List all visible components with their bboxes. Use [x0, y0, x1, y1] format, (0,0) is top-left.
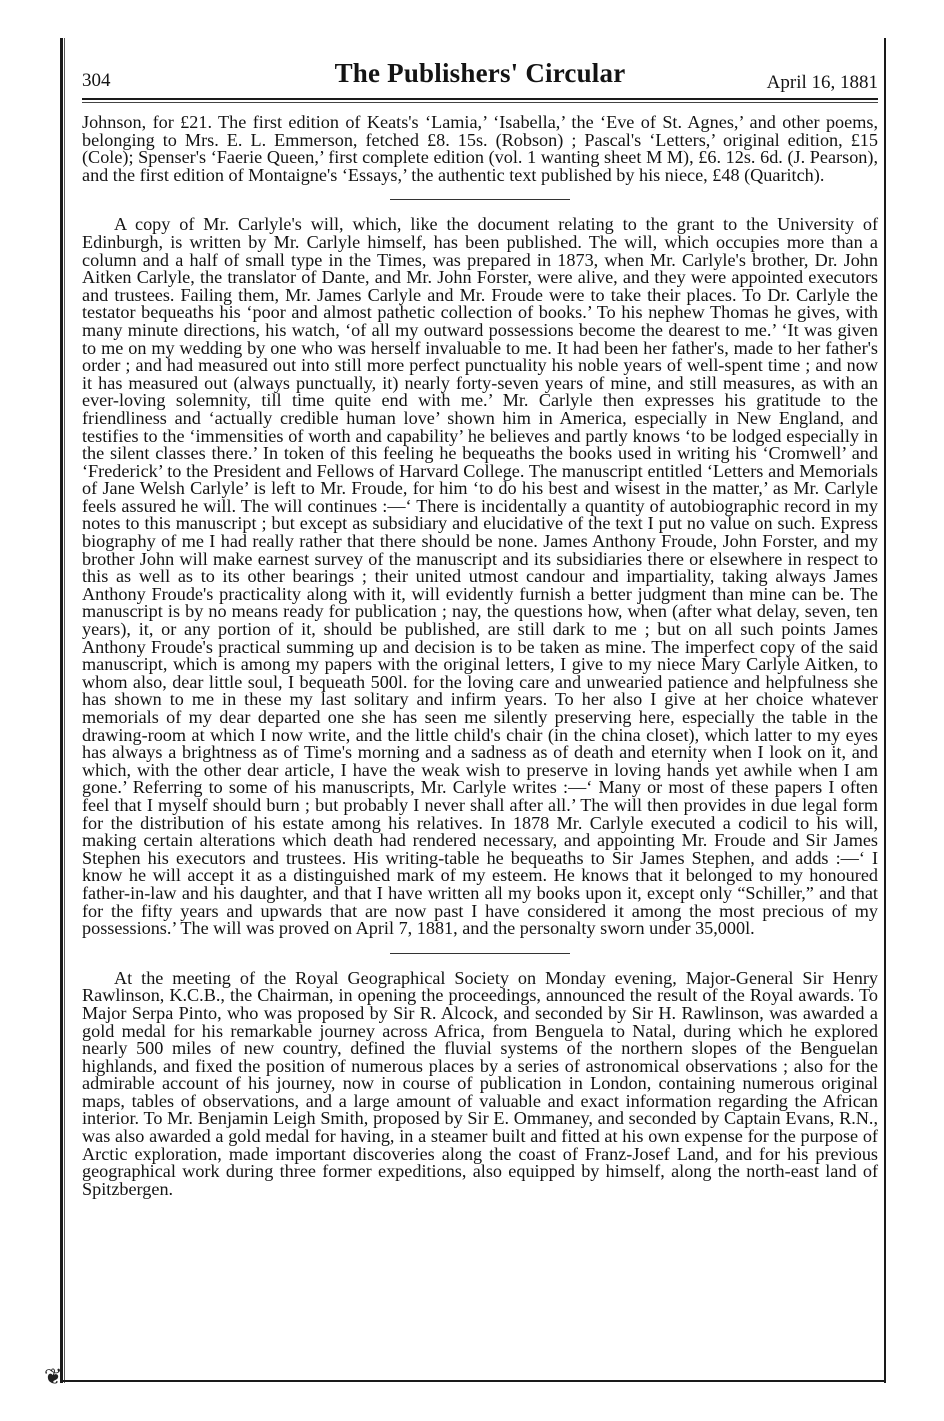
article-column: [82, 114, 878, 1198]
section-divider: [390, 953, 570, 954]
page-header: [82, 56, 878, 96]
header-rule: [82, 98, 878, 100]
left-border-inner-rule: [64, 38, 65, 1383]
header-rule-thin: [82, 102, 878, 103]
corner-ornament-icon: ❦: [44, 1364, 63, 1389]
bottom-border-rule: [60, 1380, 886, 1382]
article-geographical-society: At the meeting of the Royal Geographical Society on Monday evening, Major-General Sir Henry Rawlinson, K.C.B., the Chairman, in opening the proceedings, announced the result of the Royal awards. To Major Serpa Pinto, who was proposed by Sir R. Alcock, and seconded by Sir H. Rawlinson, was awarded a gold medal for his remarkable journey across Africa, from Benguela to Natal, during which he explored nearly 500 miles of new country, defined the fluvial systems of the northern slopes of the Benguelan highlands, and fixed the position of numerous places by a series of astronomical observations ; also for the admirable account of his journey, now in course of publication in London, containing numerous original maps, tables of observations, and a large amount of valuable and exact information regarding the African interior. To Mr. Benjamin Leigh Smith, proposed by Sir E. Ommaney, and seconded by Captain Evans, R.N., was also awarded a gold medal for having, in a steamer built and fitted at his own expense for the purpose of Arctic exploration, made important discoveries along the coast of Franz-Josef Land, and for his previous geographical work during three former expeditions, also equipped by himself, along the north-east land of Spitzbergen.: [82, 967, 878, 1199]
section-divider: [390, 199, 570, 200]
journal-title: The Publishers' Circular: [334, 58, 626, 88]
left-border-rule: [60, 38, 63, 1383]
page-number: 304: [82, 70, 111, 91]
right-border-rule: [884, 38, 886, 1383]
article-carlyle-will: A copy of Mr. Carlyle's will, which, like the document relating to the grant to the University of Edinburgh, is written by Mr. Carlyle himself, has been published. The will, which occupies more than a column and a half of small type in the Times, was prepared in 1873, when Mr. Carlyle's brother, Dr. John Aitken Carlyle, the translator of Dante, and Mr. John Forster, were alive, and they were appointed executors and trustees. Failing them, Mr. James Carlyle and Mr. Froude were to take their places. To Dr. Carlyle the testator bequeaths his ‘poor and almost pathetic collection of books.’ To his nephew Thomas he gives, with many minute directions, his watch, ‘of all my outward possessions become the dearest to me.’ ‘It was given to me on my wedding by one who was herself invaluable to me. It had been her father's, made to her father's order ; and had measured out into still more perfect punctuality his noble years of well-spent time ; and now it has measured out (always punctually, it) nearly forty-seven years of mine, and still measures, as with an ever-loving solemnity, till time quite end with me.’ Mr. Carlyle then expresses his gratitude to the friendliness and ‘actually credible human love’ shown him in America, especially in New England, and testifies to the ‘immensities of worth and capability’ he believes and partly knows ‘to be lodged especially in the silent classes there.’ In token of this feeling he bequeaths the books used in writing his ‘Cromwell’ and ‘Frederick’ to the President and Fellows of Harvard College. The manuscript entitled ‘Letters and Memorials of Jane Welsh Carlyle’ is left to Mr. Froude, for him ‘to do his best and wisest in the matter,’ as Mr. Carlyle feels assured he will. The will continues :—‘ There is incidentally a quantity of autobiographic record in my notes to this manuscript ; but except as subsidiary and elucidative of the text I put no value on such. Express biography of me I had really rather that there should be none. James Anthony Froude, John Forster, and my brother John will make earnest survey of the manuscript and its subsidiaries there or elsewhere in respect to this as well as to its other bearings ; their united utmost candour and impartiality, taking always James Anthony Froude's practicality along with it, will evidently furnish a better judgment than mine can be. The manuscript is by no means ready for publication ; nay, the questions how, when (after what delay, seven, ten years), it, or any portion of it, should be published, are still dark to me ; but on all such points James Anthony Froude's practical summing up and decision is to be taken as mine. The imperfect copy of the said manuscript, which is among my papers with the original letters, I give to my niece Mary Carlyle Aitken, to whom also, dear little soul, I bequeath 500l. for the loving care and unwearied patience and helpfulness she has shown to me in these my last solitary and infirm years. To her also I give at her choice whatever memorials of my dear departed one she has seen me silently preserving here, especially the table in the drawing-room at which I now write, and the little child's chair (in the china closet), which latter to my eyes has always a brightness as of Time's morning and a sadness as of death and eternity when I look on it, and which, with the other dear article, I have the weak wish to preserve in loving hands yet awhile when I am gone.’ Referring to some of his manuscripts, Mr. Carlyle writes :—‘ Many or most of these papers I often feel that I myself should burn ; but probably I never shall after all.’ The will then provides in due legal form for the distribution of his estate among his relatives. In 1878 Mr. Carlyle executed a codicil to his will, making certain alterations which death had rendered necessary, and appointing Mr. Froude and Sir James Stephen his executors and trustees. His writing-table he bequeaths to Sir James Stephen, and adds :—‘ I know he will accept it as a distinguished mark of my esteem. He knows that it belonged to my honoured father-in-law and his daughter, and that I have written all my books upon it, except only “Schiller,” and that for the fifty years and upwards that are now past I have considered it among the most precious of my possessions.’ The will was proved on April 7, 1881, and the personalty sworn under 35,000l.: [82, 214, 878, 939]
article-auction-sales: Johnson, for £21. The first edition of Keats's ‘Lamia,’ ‘Isabella,’ the ‘Eve of St. Agnes,’ and other poems, belonging to Mrs. E. L. Emmerson, fetched £8. 15s. (Robson) ; Pascal's ‘Letters,’ original edition, £15 (Cole); Spenser's ‘Faerie Queen,’ first complete edition (vol. 1 wanting sheet M M), £6. 12s. 6d. (J. Pearson), and the first edition of Montaigne's ‘Essays,’ the authentic text published by his niece, £48 (Quaritch).: [82, 112, 878, 185]
issue-date: April 16, 1881: [766, 72, 878, 93]
